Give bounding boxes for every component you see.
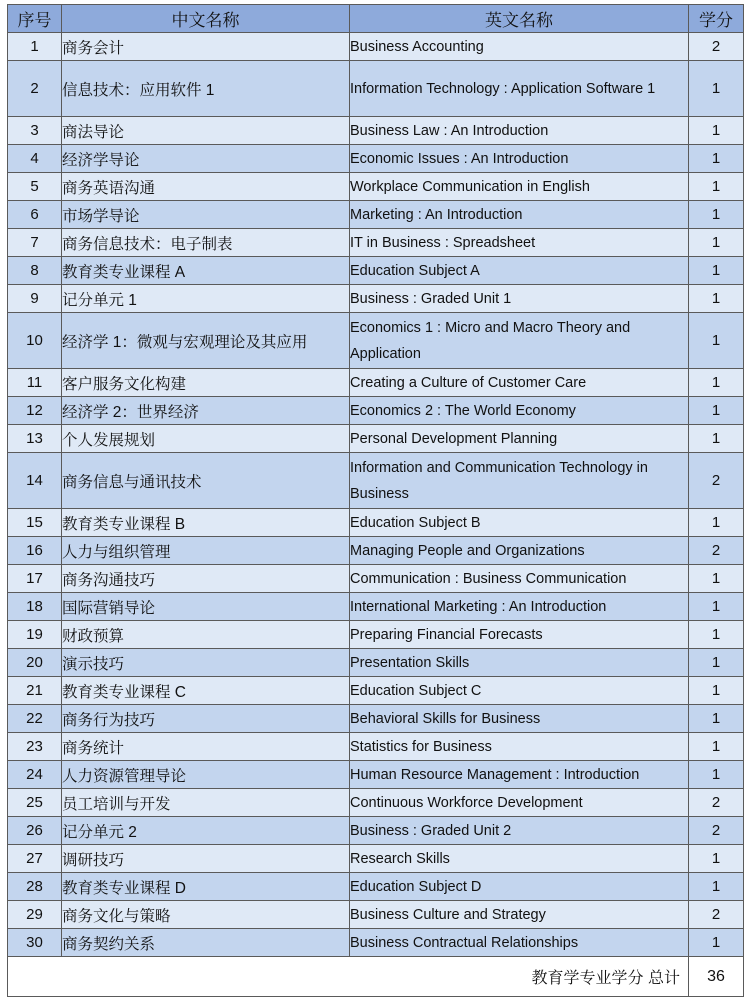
course-credits: 2 (689, 537, 744, 565)
table-row (8, 201, 744, 229)
chinese-course-name: 经济学导论 (62, 145, 350, 173)
table-row (8, 117, 744, 145)
row-number: 2 (8, 61, 62, 117)
chinese-course-name: 人力资源管理导论 (62, 761, 350, 789)
total-row (8, 957, 744, 997)
course-credits: 1 (689, 761, 744, 789)
row-number: 6 (8, 201, 62, 229)
english-course-name: Education Subject C (350, 677, 689, 705)
chinese-course-name: 员工培训与开发 (62, 789, 350, 817)
header-chinese-name: 中文名称 (62, 5, 350, 33)
course-credits: 2 (689, 817, 744, 845)
row-number: 20 (8, 649, 62, 677)
course-credits: 2 (689, 901, 744, 929)
table-row (8, 145, 744, 173)
chinese-course-name: 国际营销导论 (62, 593, 350, 621)
english-course-name: Education Subject D (350, 873, 689, 901)
table-body (8, 33, 744, 957)
chinese-course-name: 商务会计 (62, 33, 350, 61)
course-credits: 1 (689, 593, 744, 621)
row-number: 14 (8, 453, 62, 509)
course-credits: 1 (689, 285, 744, 313)
course-credits: 1 (689, 257, 744, 285)
course-credits: 1 (689, 173, 744, 201)
chinese-course-name: 人力与组织管理 (62, 537, 350, 565)
english-course-name: Continuous Workforce Development (350, 789, 689, 817)
course-credits: 1 (689, 425, 744, 453)
english-course-name: Business Culture and Strategy (350, 901, 689, 929)
chinese-course-name: 演示技巧 (62, 649, 350, 677)
table-row (8, 61, 744, 117)
english-course-name: International Marketing : An Introduction (350, 593, 689, 621)
chinese-course-name: 商法导论 (62, 117, 350, 145)
row-number: 4 (8, 145, 62, 173)
english-course-name: IT in Business : Spreadsheet (350, 229, 689, 257)
row-number: 15 (8, 509, 62, 537)
course-credits: 1 (689, 705, 744, 733)
english-course-name: Economics 2 : The World Economy (350, 397, 689, 425)
table-row (8, 649, 744, 677)
header-no: 序号 (8, 5, 62, 33)
table-row (8, 453, 744, 509)
table-row (8, 509, 744, 537)
row-number: 25 (8, 789, 62, 817)
table-row (8, 705, 744, 733)
course-credits: 1 (689, 565, 744, 593)
chinese-course-name: 经济学 1：微观与宏观理论及其应用 (62, 313, 350, 369)
row-number: 21 (8, 677, 62, 705)
row-number: 3 (8, 117, 62, 145)
row-number: 13 (8, 425, 62, 453)
row-number: 8 (8, 257, 62, 285)
english-course-name: Business Law : An Introduction (350, 117, 689, 145)
row-number: 18 (8, 593, 62, 621)
course-credits: 1 (689, 733, 744, 761)
course-credits: 2 (689, 453, 744, 509)
chinese-course-name: 记分单元 1 (62, 285, 350, 313)
header-english-name: 英文名称 (350, 5, 689, 33)
table-row (8, 565, 744, 593)
chinese-course-name: 经济学 2：世界经济 (62, 397, 350, 425)
row-number: 17 (8, 565, 62, 593)
chinese-course-name: 财政预算 (62, 621, 350, 649)
table-row (8, 33, 744, 61)
course-credits: 1 (689, 201, 744, 229)
course-credits: 1 (689, 397, 744, 425)
english-course-name: Research Skills (350, 845, 689, 873)
table-header-row (8, 5, 744, 33)
row-number: 28 (8, 873, 62, 901)
chinese-course-name: 教育类专业课程 A (62, 257, 350, 285)
row-number: 23 (8, 733, 62, 761)
chinese-course-name: 记分单元 2 (62, 817, 350, 845)
chinese-course-name: 客户服务文化构建 (62, 369, 350, 397)
chinese-course-name: 教育类专业课程 D (62, 873, 350, 901)
english-course-name: Behavioral Skills for Business (350, 705, 689, 733)
row-number: 5 (8, 173, 62, 201)
course-credits: 1 (689, 369, 744, 397)
table-row (8, 845, 744, 873)
row-number: 1 (8, 33, 62, 61)
english-course-name: Business : Graded Unit 1 (350, 285, 689, 313)
table-row (8, 537, 744, 565)
english-course-name: Economic Issues : An Introduction (350, 145, 689, 173)
english-course-name: Human Resource Management : Introduction (350, 761, 689, 789)
table-row (8, 229, 744, 257)
total-label: 教育学专业学分 总计 (8, 957, 689, 997)
row-number: 19 (8, 621, 62, 649)
chinese-course-name: 教育类专业课程 B (62, 509, 350, 537)
chinese-course-name: 商务契约关系 (62, 929, 350, 957)
english-course-name: Communication : Business Communication (350, 565, 689, 593)
course-credits-table (7, 4, 744, 997)
table-row (8, 425, 744, 453)
table-row (8, 789, 744, 817)
course-credits: 1 (689, 229, 744, 257)
row-number: 9 (8, 285, 62, 313)
course-credits: 1 (689, 845, 744, 873)
chinese-course-name: 商务英语沟通 (62, 173, 350, 201)
course-credits: 2 (689, 789, 744, 817)
english-course-name: Education Subject A (350, 257, 689, 285)
course-credits: 1 (689, 873, 744, 901)
course-credits: 1 (689, 621, 744, 649)
table-row (8, 901, 744, 929)
english-course-name: Managing People and Organizations (350, 537, 689, 565)
english-course-name: Presentation Skills (350, 649, 689, 677)
chinese-course-name: 个人发展规划 (62, 425, 350, 453)
english-course-name: Preparing Financial Forecasts (350, 621, 689, 649)
chinese-course-name: 市场学导论 (62, 201, 350, 229)
table-row (8, 313, 744, 369)
english-course-name: Creating a Culture of Customer Care (350, 369, 689, 397)
chinese-course-name: 商务文化与策略 (62, 901, 350, 929)
chinese-course-name: 信息技术：应用软件 1 (62, 61, 350, 117)
row-number: 30 (8, 929, 62, 957)
row-number: 29 (8, 901, 62, 929)
row-number: 26 (8, 817, 62, 845)
english-course-name: Personal Development Planning (350, 425, 689, 453)
chinese-course-name: 商务统计 (62, 733, 350, 761)
english-course-name: Statistics for Business (350, 733, 689, 761)
course-credits: 1 (689, 145, 744, 173)
course-credits: 2 (689, 33, 744, 61)
english-course-name: Information Technology : Application Software 1 (350, 61, 689, 117)
table-row (8, 929, 744, 957)
table-row (8, 817, 744, 845)
row-number: 27 (8, 845, 62, 873)
row-number: 11 (8, 369, 62, 397)
chinese-course-name: 商务信息与通讯技术 (62, 453, 350, 509)
row-number: 12 (8, 397, 62, 425)
table-row (8, 257, 744, 285)
table-row (8, 369, 744, 397)
english-course-name: Information and Communication Technology in Business (350, 453, 689, 509)
course-credits: 1 (689, 509, 744, 537)
table-row (8, 593, 744, 621)
course-credits: 1 (689, 649, 744, 677)
table-row (8, 285, 744, 313)
table-row (8, 677, 744, 705)
course-credits: 1 (689, 117, 744, 145)
english-course-name: Business : Graded Unit 2 (350, 817, 689, 845)
table-row (8, 397, 744, 425)
table-row (8, 733, 744, 761)
english-course-name: Business Accounting (350, 33, 689, 61)
total-credits: 36 (689, 957, 744, 997)
course-credits: 1 (689, 313, 744, 369)
course-credits: 1 (689, 677, 744, 705)
chinese-course-name: 商务信息技术：电子制表 (62, 229, 350, 257)
row-number: 7 (8, 229, 62, 257)
table-row (8, 873, 744, 901)
english-course-name: Workplace Communication in English (350, 173, 689, 201)
chinese-course-name: 教育类专业课程 C (62, 677, 350, 705)
english-course-name: Business Contractual Relationships (350, 929, 689, 957)
chinese-course-name: 商务行为技巧 (62, 705, 350, 733)
english-course-name: Marketing : An Introduction (350, 201, 689, 229)
english-course-name: Education Subject B (350, 509, 689, 537)
table-row (8, 761, 744, 789)
row-number: 16 (8, 537, 62, 565)
course-credits: 1 (689, 61, 744, 117)
course-credits: 1 (689, 929, 744, 957)
english-course-name: Economics 1 : Micro and Macro Theory and Application (350, 313, 689, 369)
row-number: 10 (8, 313, 62, 369)
row-number: 22 (8, 705, 62, 733)
table-row (8, 621, 744, 649)
chinese-course-name: 商务沟通技巧 (62, 565, 350, 593)
chinese-course-name: 调研技巧 (62, 845, 350, 873)
row-number: 24 (8, 761, 62, 789)
header-credits: 学分 (689, 5, 744, 33)
table-row (8, 173, 744, 201)
